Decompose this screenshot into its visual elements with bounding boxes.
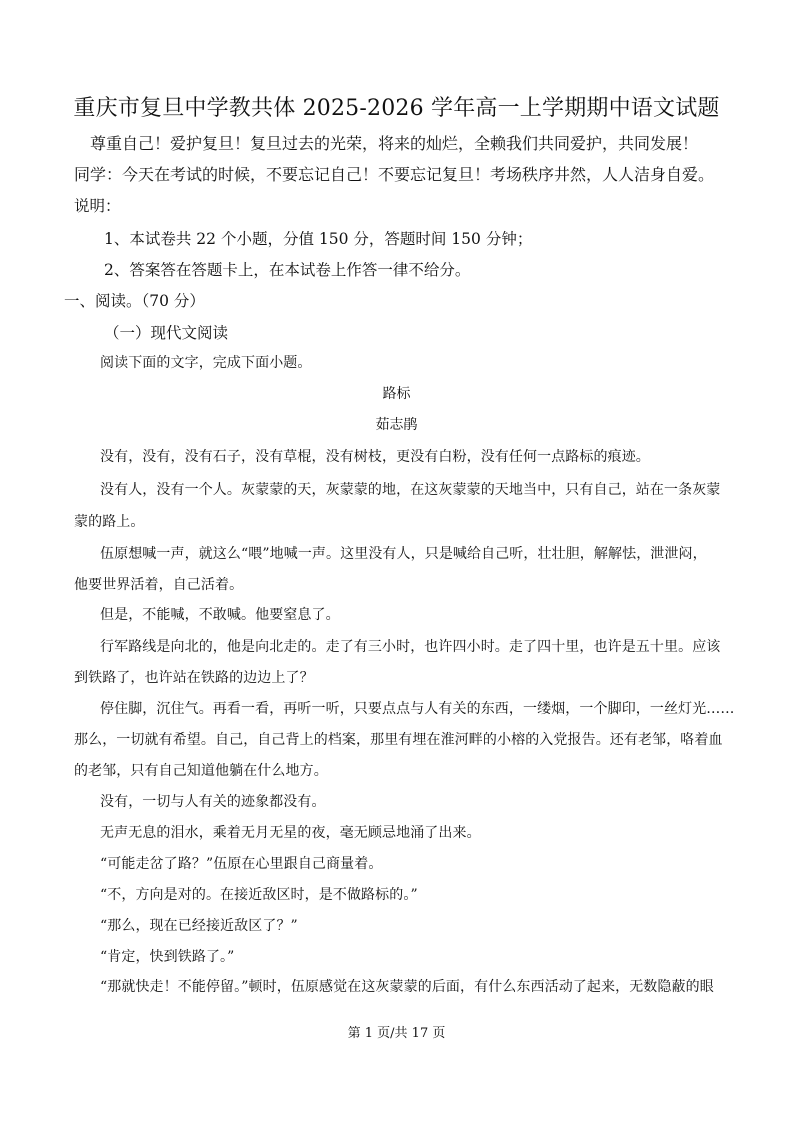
article-line: “那就快走！不能停留。”顿时，伍原感觉在这灰蒙蒙的后面，有什么东西活动了起来，无数隐蔽的眼 bbox=[100, 979, 714, 995]
page-title: 重庆市复旦中学教共体 2025-2026 学年高一上学期期中语文试题 bbox=[73, 96, 720, 121]
subsection-heading: （一）现代文阅读 bbox=[104, 324, 229, 342]
article-line: “那么，现在已经接近敌区了？” bbox=[100, 918, 298, 934]
note-item-2: 2、答案答在答题卡上，在本试卷上作答一律不给分。 bbox=[104, 261, 471, 279]
article-line: 但是，不能喊，不敢喊。他要窒息了。 bbox=[100, 607, 340, 623]
section-heading: 一、阅读。（70 分） bbox=[64, 292, 205, 310]
reading-instruction: 阅读下面的文字，完成下面小题。 bbox=[100, 355, 312, 371]
article-line: 伍原想喊一声，就这么“喂”地喊一声。这里没有人，只是喊给自己听，壮壮胆，解解怯，泄泄闷， bbox=[100, 546, 707, 562]
school-motto-line-1: 尊重自己！爱护复旦！复旦过去的光荣，将来的灿烂，全赖我们共同爱护，共同发展！ bbox=[90, 134, 699, 153]
article-line: 他要世界活着，自己活着。 bbox=[74, 577, 244, 593]
school-motto-line-2: 同学：今天在考试的时候，不要忘记自己！不要忘记复旦！考场秩序井然，人人洁身自爱。 bbox=[74, 165, 715, 184]
article-line: 到铁路了，也许站在铁路的边边上了？ bbox=[74, 670, 314, 686]
article-title: 路标 bbox=[382, 386, 411, 402]
article-line: “不，方向是对的。在接近敌区时，是不做路标的。” bbox=[100, 887, 418, 903]
article-line: 的老邹，只有自己知道他躺在什么地方。 bbox=[74, 763, 328, 779]
article-line: 没有，没有，没有石子，没有草棍，没有树枝，更没有白粉，没有任何一点路标的痕迹。 bbox=[100, 449, 650, 465]
article-line: 没有，一切与人有关的迹象都没有。 bbox=[100, 794, 326, 810]
article-author: 茹志鹃 bbox=[375, 417, 418, 433]
article-line: 无声无息的泪水，乘着无月无星的夜，毫无顾忌地涌了出来。 bbox=[100, 825, 481, 841]
article-line: 没有人，没有一个人。灰蒙蒙的天，灰蒙蒙的地，在这灰蒙蒙的天地当中，只有自己，站在一条灰蒙 bbox=[100, 482, 721, 498]
notes-heading: 说明： bbox=[74, 197, 121, 215]
article-line: “肯定，快到铁路了。” bbox=[100, 949, 235, 965]
article-line: 蒙的路上。 bbox=[74, 514, 145, 530]
page-number: 第 1 页/共 17 页 bbox=[347, 1026, 446, 1041]
article-line: 那么，一切就有希望。自己，自己背上的档案，那里有埋在淮河畔的小榕的入党报告。还有老邹，咯着血 bbox=[74, 732, 723, 748]
article-line: “可能走岔了路？”伍原在心里跟自己商量着。 bbox=[100, 856, 383, 872]
note-item-1: 1、本试卷共 22 个小题，分值 150 分，答题时间 150 分钟； bbox=[104, 230, 533, 248]
article-line: 行军路线是向北的，他是向北走的。走了有三小时，也许四小时。走了四十里，也许是五十里。应该 bbox=[100, 639, 721, 655]
article-line: 停住脚，沉住气。再看一看，再听一听，只要点点与人有关的东西，一缕烟，一个脚印，一丝灯光…… bbox=[100, 701, 735, 717]
